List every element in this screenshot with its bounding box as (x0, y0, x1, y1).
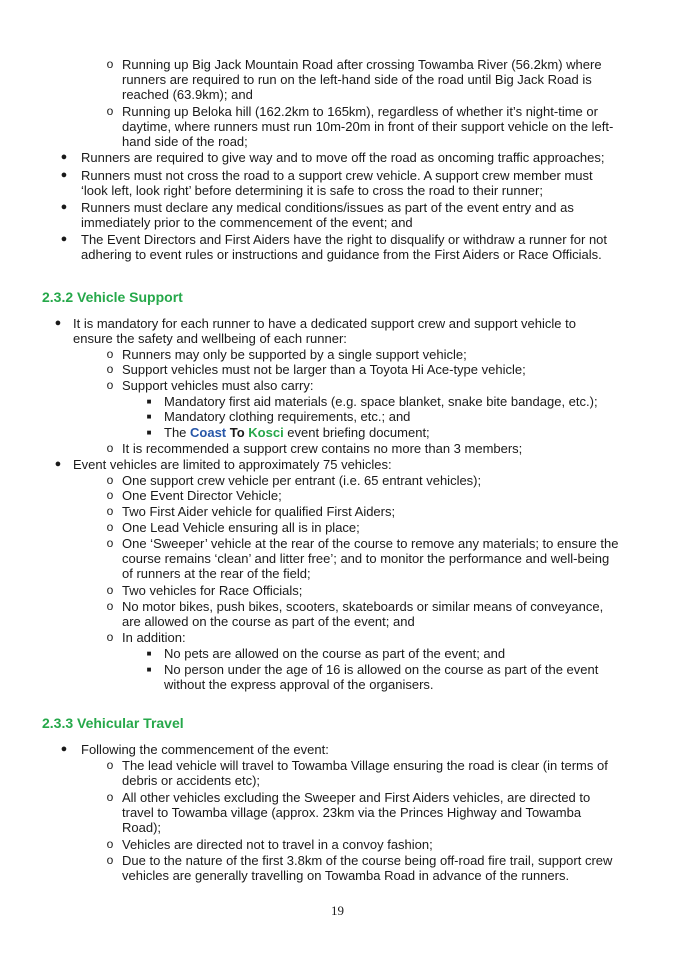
bullet-level2: o (106, 837, 114, 851)
list-text: Two First Aider vehicle for qualified First Aiders; (122, 504, 396, 519)
bullet-level2: o (106, 758, 114, 772)
bullet-level2: o (106, 473, 114, 487)
bullet-level1: ● (60, 169, 68, 181)
list-text: One Event Director Vehicle; (122, 488, 282, 503)
list-text: Event vehicles are limited to approximately 75 vehicles: (73, 457, 392, 472)
list-text: without the express approval of the organisers. (164, 677, 434, 692)
list-text: are allowed on the course as part of the event; and (122, 614, 415, 629)
list-text: Runners must declare any medical conditions/issues as part of the event entry and as (81, 200, 574, 215)
list-text: Mandatory first aid materials (e.g. space blanket, snake bite bandage, etc.); (164, 394, 598, 409)
bullet-level1: ● (60, 151, 68, 163)
bullet-level2: o (106, 520, 114, 534)
kosci-label: Kosci (248, 425, 284, 440)
bullet-level2: o (106, 104, 114, 118)
list-text: One support crew vehicle per entrant (i.e. 65 entrant vehicles); (122, 473, 482, 488)
list-text: adhering to event rules or instructions and guidance from the First Aiders or Race Officials. (81, 247, 602, 262)
list-text: Runners may only be supported by a single support vehicle; (122, 347, 467, 362)
bullet-level1: ● (60, 743, 68, 755)
list-text: Runners are required to give way and to move off the road as oncoming traffic approaches; (81, 150, 605, 165)
bullet-level1: ● (60, 201, 68, 213)
list-text: Running up Big Jack Mountain Road after crossing Towamba River (56.2km) where (122, 57, 602, 72)
list-text: Two vehicles for Race Officials; (122, 583, 303, 598)
bullet-level1: ● (54, 458, 62, 470)
list-text: The Event Directors and First Aiders have the right to disqualify or withdraw a runner for not (81, 232, 608, 247)
list-text: Following the commencement of the event: (81, 742, 329, 757)
list-text: reached (63.9km); and (122, 87, 253, 102)
section-heading-vehicle-support: 2.3.2 Vehicle Support (42, 289, 183, 305)
list-text: Due to the nature of the first 3.8km of the course being off-road fire trail, support crew (122, 853, 613, 868)
list-text: In addition: (122, 630, 186, 645)
section-heading-vehicular-travel: 2.3.3 Vehicular Travel (42, 715, 184, 731)
briefing-document-line: The Coast To Kosci event briefing document; (164, 425, 430, 440)
bullet-level3: ■ (146, 397, 152, 406)
bullet-level3: ■ (146, 649, 152, 658)
list-text: of runners at the rear of the field; (122, 566, 311, 581)
list-text: Support vehicles must also carry: (122, 378, 314, 393)
bullet-level3: ■ (146, 428, 152, 437)
bullet-level2: o (106, 536, 114, 550)
list-text: One ‘Sweeper’ vehicle at the rear of the course to remove any materials; to ensure the (122, 536, 619, 551)
list-text: Mandatory clothing requirements, etc.; and (164, 409, 411, 424)
bullet-level1: ● (54, 317, 62, 329)
list-text: Vehicles are directed not to travel in a convoy fashion; (122, 837, 433, 852)
bullet-level2: o (106, 488, 114, 502)
bullet-level2: o (106, 853, 114, 867)
list-text: The lead vehicle will travel to Towamba Village ensuring the road is clear (in terms of (122, 758, 608, 773)
bullet-level2: o (106, 362, 114, 376)
list-text: daytime, where runners must run 10m-20m in front of their support vehicle on the left- (122, 119, 614, 134)
list-text: It is recommended a support crew contains no more than 3 members; (122, 441, 523, 456)
bullet-level2: o (106, 630, 114, 644)
list-text: Road); (122, 820, 162, 835)
list-text: All other vehicles excluding the Sweeper and First Aiders vehicles, are directed to (122, 790, 591, 805)
bullet-level2: o (106, 599, 114, 613)
list-text: Support vehicles must not be larger than a Toyota Hi Ace-type vehicle; (122, 362, 526, 377)
coast-label: Coast (190, 425, 227, 440)
list-text: It is mandatory for each runner to have a dedicated support crew and support vehicle to (73, 316, 576, 331)
list-text: ensure the safety and wellbeing of each runner: (73, 331, 347, 346)
list-text: runners are required to run on the left-hand side of the road until Big Jack Road is (122, 72, 592, 87)
bullet-level2: o (106, 790, 114, 804)
bullet-level3: ■ (146, 412, 152, 421)
bullet-level1: ● (60, 233, 68, 245)
list-text: No motor bikes, push bikes, scooters, skateboards or similar means of conveyance, (122, 599, 604, 614)
list-text: travel to Towamba village (approx. 23km via the Princes Highway and Towamba (122, 805, 582, 820)
list-text: debris or accidents etc); (122, 773, 261, 788)
bullet-level2: o (106, 504, 114, 518)
list-text: vehicles are generally travelling on Towamba Road in advance of the runners. (122, 868, 570, 883)
bullet-level2: o (106, 57, 114, 71)
bullet-level3: ■ (146, 665, 152, 674)
list-text: No pets are allowed on the course as part of the event; and (164, 646, 506, 661)
list-text: ‘look left, look right’ before determining it is safe to cross the road to their runner; (81, 183, 543, 198)
bullet-level2: o (106, 378, 114, 392)
list-text: course remains ‘clean’ and litter free’; and to monitor the performance and well-being (122, 551, 610, 566)
bullet-level2: o (106, 441, 114, 455)
bullet-level2: o (106, 347, 114, 361)
list-text: Runners must not cross the road to a support crew vehicle. A support crew member must (81, 168, 593, 183)
list-text: No person under the age of 16 is allowed on the course as part of the event (164, 662, 599, 677)
list-text: Running up Beloka hill (162.2km to 165km), regardless of whether it’s night-time or (122, 104, 598, 119)
list-text: immediately prior to the commencement of the event; and (81, 215, 413, 230)
list-text: hand side of the road; (122, 134, 248, 149)
list-text: One Lead Vehicle ensuring all is in place; (122, 520, 360, 535)
page-number: 19 (331, 903, 344, 918)
bullet-level2: o (106, 583, 114, 597)
